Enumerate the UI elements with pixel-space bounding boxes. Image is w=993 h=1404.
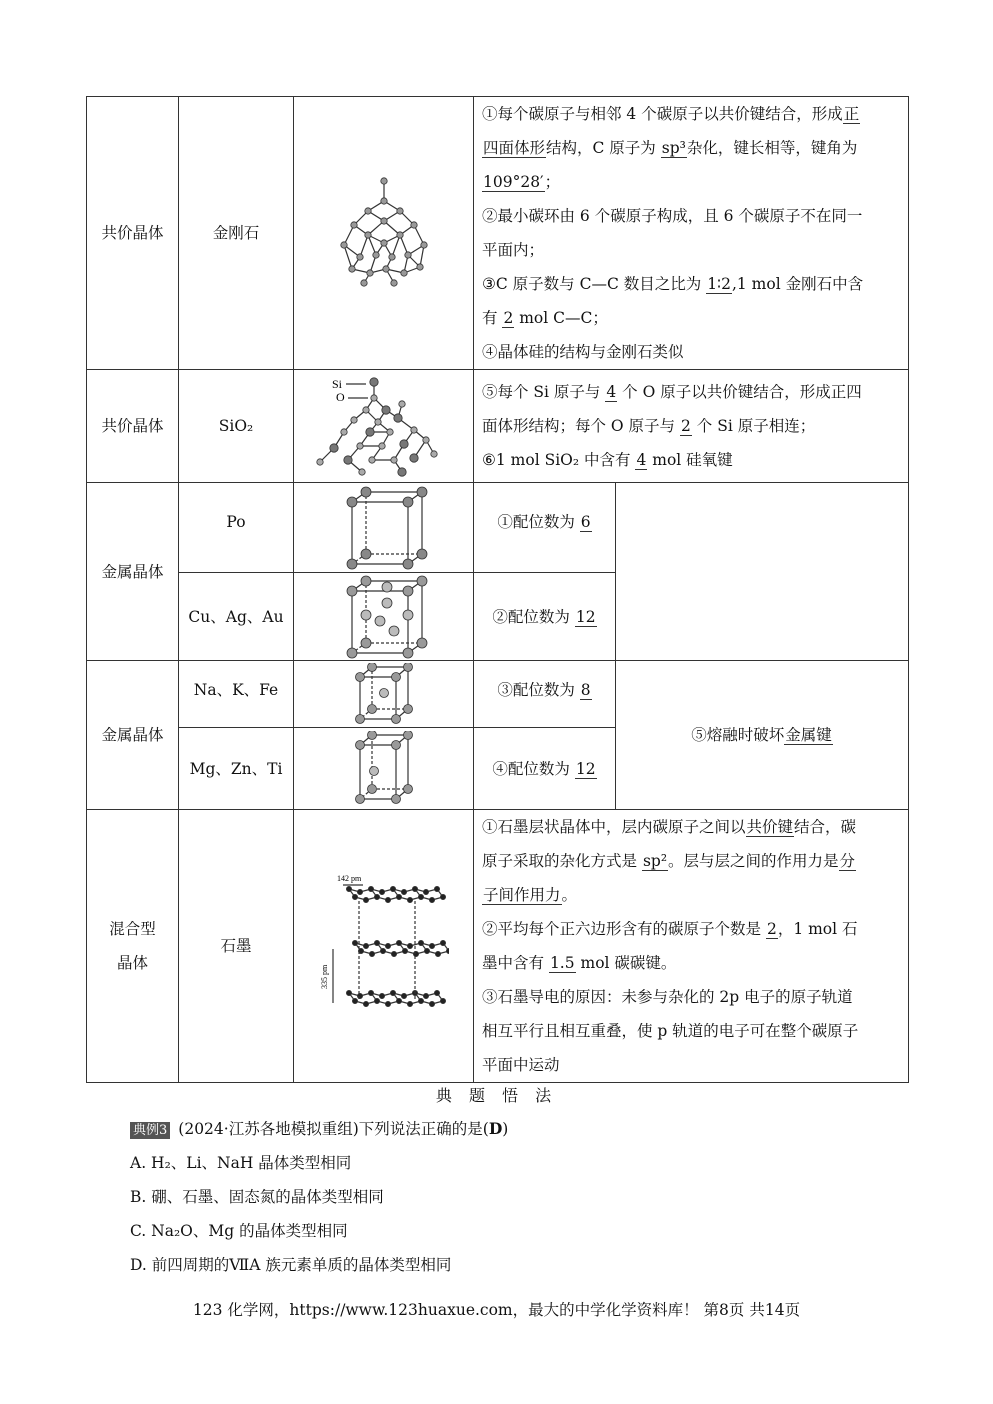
atom-sphere [423,993,428,998]
empty-cell [616,483,909,661]
name-cell: Cu、Ag、Au [179,573,294,661]
atom-sphere [418,998,423,1003]
name-cell: Na、K、Fe [179,661,294,728]
answer-blank: 12 [575,607,596,626]
row-sio2 [87,370,909,483]
atom-sphere [404,252,410,258]
text-line: 四面体形结构，C 原子为 sp³杂化，键长相等，键角为 [483,139,858,157]
atom-sphere [350,417,356,423]
diamond-figure [294,97,474,370]
bond-length-label: 142 pm [336,874,361,883]
atom-sphere [403,497,413,507]
atom-sphere [401,993,406,998]
atom-sphere [379,889,384,894]
answer-blank: 分 [839,852,856,870]
atom-sphere [352,940,357,945]
atom-sphere [403,731,412,740]
atom-sphere [363,943,368,948]
atom-sphere [435,951,440,956]
atom-sphere [397,468,405,476]
text-line: ③C 原子数与 C—C 数目之比为 1∶2,1 mol 金刚石中含 [482,275,864,293]
category-cell: 金属晶体 [87,483,179,661]
atom-sphere [367,784,376,793]
atom-sphere [350,222,356,228]
atom-sphere [368,990,373,995]
answer-blank: 四面体形 [483,139,546,157]
atom-sphere [374,419,380,425]
atom-sphere [357,889,362,894]
atom-sphere [369,378,377,386]
atom-sphere [380,178,386,184]
answer-blank: sp² [642,852,668,870]
atom-sphere [361,549,371,559]
atom-sphere [363,1001,368,1006]
atom-sphere [352,998,357,1003]
atom-sphere [385,943,390,948]
atom-sphere [381,406,389,414]
atom-sphere [355,673,364,682]
atom-sphere [374,998,379,1003]
atom-sphere [368,457,374,463]
atom-sphere [389,626,399,636]
coord-cell: ①配位数为 6 [474,483,616,573]
text-line: 原子采取的杂化方式是 sp²。层与层之间的作用力是分 [482,852,856,870]
atom-sphere [369,766,378,775]
atom-sphere [368,886,373,891]
atom-sphere [367,731,376,740]
atom-sphere [382,582,392,592]
text-line: 相互平行且相互重叠，使 p 轨道的电子可在整个碳原子 [482,1022,859,1040]
atom-sphere [407,943,412,948]
atom-sphere [366,270,372,276]
text-line: ①每个碳原子与相邻 4 个碳原子以共价键结合，形成正 [482,105,860,123]
atom-sphere [403,586,413,596]
atom-sphere [396,894,401,899]
text-line: ⑥1 mol SiO₂ 中含有 4 mol 硅氧键 [482,451,733,469]
answer-blank: 4 [606,383,617,401]
atom-sphere [407,897,412,902]
atom-sphere [391,794,400,803]
atom-sphere [390,280,396,286]
atom-sphere [340,429,346,435]
atom-sphere [357,993,362,998]
option-a: A. H₂、Li、NaH 晶体类型相同 [130,1154,352,1172]
atom-sphere [346,990,351,995]
row-graphite [87,810,909,1083]
example-badge: 典例3 [130,1122,170,1139]
page-footer: 123 化学网，https://www.123huaxue.com，最大的中学化学资料库！ 第8页 共14页 [192,1301,801,1319]
atom-sphere [390,990,395,995]
atom-sphere [417,638,427,648]
atom-sphere [396,998,401,1003]
atom-sphere [355,715,364,724]
atom-sphere [361,610,371,620]
atom-sphere [429,1001,434,1006]
option-b: B. 硼、石墨、固态氮的晶体类型相同 [130,1188,384,1206]
text-line: ⑤每个 Si 原子与 4 个 O 原子以共价键结合，形成正四 [482,383,862,401]
atom-sphere [382,598,392,608]
atom-sphere [440,894,445,899]
text-line: ②平均每个正六边形含有的碳原子个数是 2，1 mol 石 [482,920,858,938]
atom-sphere [360,280,366,286]
o-label: O [335,390,345,404]
atom-sphere [418,894,423,899]
atom-sphere [362,407,368,413]
atom-sphere [409,454,417,462]
note-cell: ⑤熔融时破坏金属键 [616,661,909,810]
atom-sphere [369,951,374,956]
atom-sphere [429,943,434,948]
sio2-text [474,370,909,483]
atom-sphere [370,395,376,401]
atom-sphere [355,740,364,749]
atom-sphere [403,559,413,569]
coord-cell: ②配位数为 12 [474,573,616,661]
atom-sphere [364,232,370,238]
fcc-figure [294,573,474,661]
atom-sphere [400,270,406,276]
atom-sphere [361,576,371,586]
name-cell: 石墨 [179,810,294,1083]
atom-sphere [398,401,404,407]
text-line: ③石墨导电的原因：未参与杂化的 2p 电子的原子轨道 [482,988,853,1006]
atom-sphere [418,940,423,945]
atom-sphere [393,414,401,422]
atom-sphere [316,459,322,465]
answer-blank: 1.5 [549,954,575,972]
atom-sphere [391,740,400,749]
bcc-figure [294,661,474,728]
text-line: 平面中运动 [482,1056,560,1074]
atom-sphere [391,715,400,724]
atom-sphere [347,559,357,569]
atom-sphere [440,940,445,945]
simple-cubic-figure [294,483,474,573]
atom-sphere [412,886,417,891]
answer-blank: 109°28′ [483,173,544,191]
atom-sphere [340,242,346,248]
text-line: 子间作用力。 [483,886,578,904]
atom-sphere [416,264,422,270]
atom-sphere [446,948,449,953]
atom-sphere [329,444,337,452]
category-cell: 混合型 晶体 [87,810,179,1083]
graphite-figure [294,810,474,1083]
atom-sphere [403,663,412,672]
row-po [87,483,909,573]
atom-sphere [403,648,413,658]
atom-sphere [386,429,392,435]
answer: D [488,1119,503,1138]
atom-sphere [352,894,357,899]
atom-sphere [388,254,394,260]
atom-sphere [347,497,357,507]
atom-sphere [396,232,402,238]
atom-sphere [403,705,412,714]
atom-sphere [413,951,418,956]
atom-sphere [420,242,426,248]
atom-sphere [382,266,388,272]
atom-sphere [434,990,439,995]
atom-sphere [346,886,351,891]
atom-sphere [410,222,416,228]
sio2-figure [294,370,474,483]
example-stem: 典例3 (2024·江苏各地模拟重组)下列说法正确的是(D) [130,1118,508,1140]
atom-sphere [347,586,357,596]
interlayer-label: 335 pm [319,964,329,989]
hcp-figure [294,728,474,810]
atom-sphere [407,1001,412,1006]
atom-sphere [367,705,376,714]
atom-sphere [379,689,388,698]
answer-blank: 6 [580,513,591,531]
atom-sphere [372,252,378,258]
atom-sphere [430,451,436,457]
atom-sphere [364,208,370,214]
atom-sphere [429,897,434,902]
name-cell: Mg、Zn、Ti [179,728,294,810]
graphite-text [474,810,909,1083]
coord-cell: ③配位数为 8 [474,661,616,728]
atom-sphere [403,784,412,793]
section-caption: 典 题 悟 法 [435,1086,558,1105]
atom-sphere [422,437,428,443]
answer-blank: 4 [636,451,647,469]
crystal-table [86,96,909,1083]
atom-sphere [347,648,357,658]
atom-sphere [363,897,368,902]
atom-sphere [374,940,379,945]
category-cell: 共价晶体 [87,97,179,370]
atom-sphere [343,456,351,464]
text-line: ④晶体硅的结构与金刚石类似 [482,343,684,361]
atom-sphere [434,886,439,891]
answer-blank: 正 [843,105,860,123]
atom-sphere [396,208,402,214]
atom-sphere [380,218,386,224]
row-diamond [87,97,909,370]
atom-sphere [378,443,384,449]
atom-sphere [375,616,385,626]
answer-blank: 8 [580,681,591,699]
atom-sphere [402,948,407,953]
text-line: 平面内； [482,241,545,259]
atom-sphere [391,673,400,682]
atom-sphere [374,894,379,899]
atom-sphere [379,993,384,998]
atom-sphere [417,576,427,586]
text-line: 109°28′； [483,173,561,191]
atom-sphere [356,443,362,449]
answer-blank: sp³ [661,139,686,157]
row-na [87,661,909,728]
atom-sphere [391,951,396,956]
atom-sphere [424,948,429,953]
name-cell: 金刚石 [179,97,294,370]
name-cell: Po [179,483,294,573]
atom-sphere [423,889,428,894]
atom-sphere [367,663,376,672]
answer-blank: 2 [766,920,777,938]
atom-sphere [396,940,401,945]
atom-sphere [401,889,406,894]
coord-cell: ④配位数为 12 [474,728,616,810]
atom-sphere [385,897,390,902]
text-line: 墨中含有 1.5 mol 碳碳键。 [482,954,677,972]
answer-blank: 共价键 [746,818,794,836]
atom-sphere [380,240,386,246]
answer-blank: 2 [681,417,691,435]
text-line: ②最小碳环由 6 个碳原子构成，且 6 个碳原子不在同一 [482,207,863,225]
atom-sphere [385,1001,390,1006]
option-d: D. 前四周期的ⅦA 族元素单质的晶体类型相同 [130,1256,452,1274]
answer-blank: 金属键 [785,726,832,744]
atom-sphere [355,794,364,803]
text-line: ①石墨层状晶体中，层内碳原子之间以共价键结合，碳 [482,818,857,836]
answer-blank: 2 [503,309,514,327]
atom-sphere [417,487,427,497]
atom-sphere [390,886,395,891]
si-label: Si [331,377,342,391]
atom-sphere [348,266,354,272]
atom-sphere [440,998,445,1003]
name-cell: SiO₂ [179,370,294,483]
atom-sphere [358,469,364,475]
text-line: 有 2 mol C—C； [482,309,608,327]
atom-sphere [380,198,386,204]
answer-blank: 12 [575,759,596,778]
atom-sphere [365,428,373,436]
atom-sphere [356,254,362,260]
atom-sphere [361,638,371,648]
atom-sphere [380,948,385,953]
atom-sphere [410,427,416,433]
category-cell: 共价晶体 [87,370,179,483]
atom-sphere [403,610,413,620]
answer-blank: 1∶2 [707,275,731,293]
diamond-text [474,97,909,370]
atom-sphere [417,549,427,559]
atom-sphere [390,457,396,463]
atom-sphere [399,440,407,448]
option-c: C. Na₂O、Mg 的晶体类型相同 [130,1222,348,1240]
answer-blank: 子间作用力 [483,886,561,904]
atom-sphere [361,487,371,497]
text-line: 面体形结构；每个 O 原子与 2 个 Si 原子相连； [482,417,816,435]
category-cell: 金属晶体 [87,661,179,810]
